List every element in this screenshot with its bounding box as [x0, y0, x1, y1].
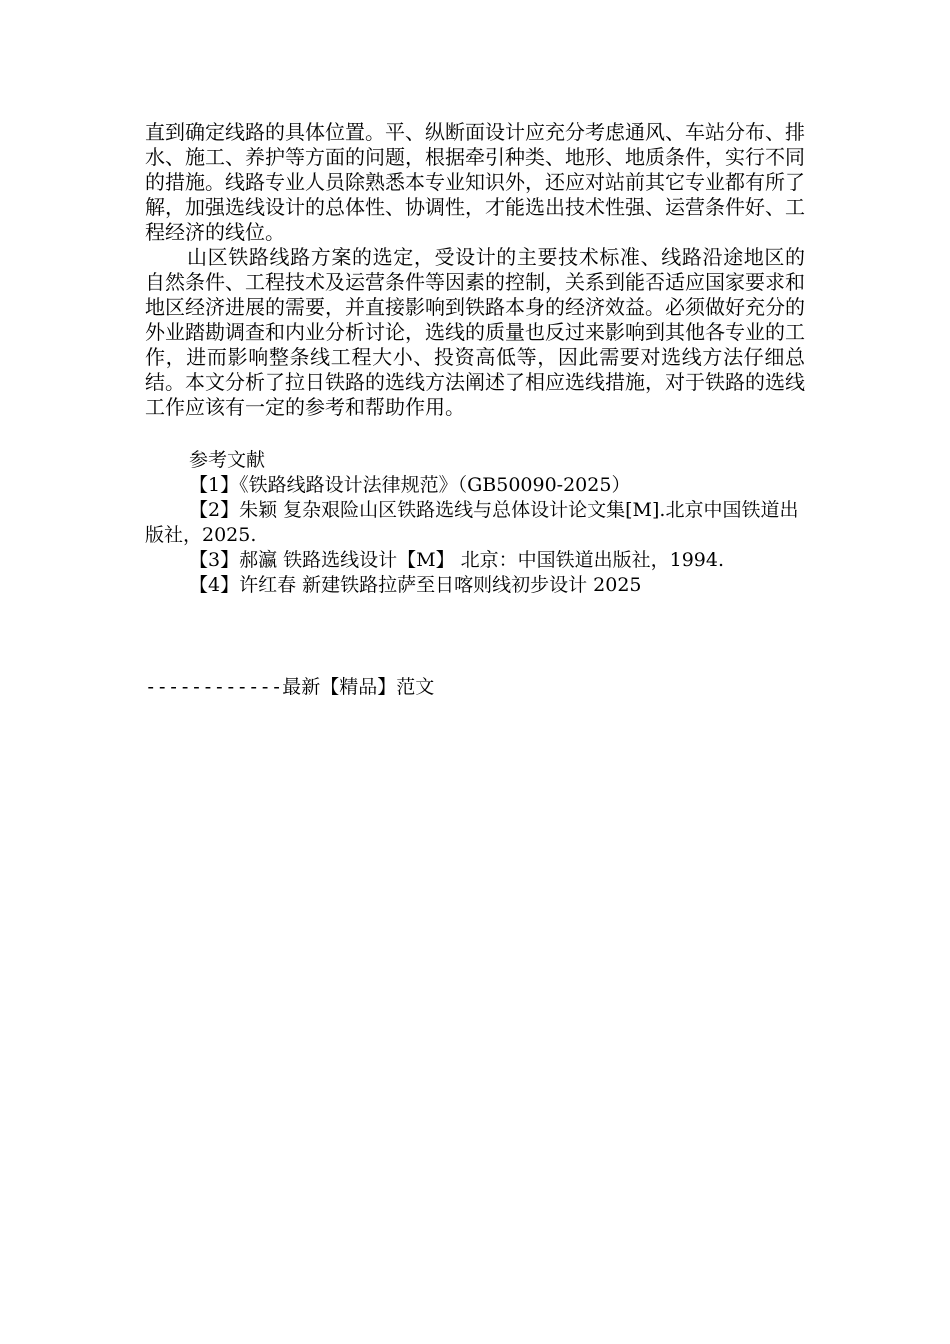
document-page [145, 120, 805, 598]
footer-text: ------------最新【精品】范文 [145, 676, 435, 698]
references-title: 参考文献 [189, 449, 266, 471]
references-section [145, 448, 805, 598]
reference-item-1: 【1】《铁路线路设计法律规范》（GB50090-2025） [189, 474, 631, 496]
reference-item-2: 【2】朱颖 复杂艰险山区铁路选线与总体设计论文集[M].北京中国铁道出版社，2025. [145, 499, 799, 546]
reference-item-4: 【4】许红春 新建铁路拉萨至日喀则线初步设计 2025 [189, 574, 642, 596]
body-paragraph-2: 山区铁路线路方案的选定，受设计的主要技术标准、线路沿途地区的自然条件、工程技术及运营条件等因素的控制，关系到能否适应国家要求和地区经济进展的需要，并直接影响到铁路本身的经济效益。必须做好充分的外业踏勘调查和内业分析讨论，选线的质量也反过来影响到其他各专业的工作，进而影响整条线工程大小、投资高低等，因此需要对选线方法仔细总结。本文分析了拉日铁路的选线方法阐述了相应选线措施，对于铁路的选线工作应该有一定的参考和帮助作用。 [145, 245, 805, 419]
body-paragraph-1: 直到确定线路的具体位置。平、纵断面设计应充分考虑通风、车站分布、排水、施工、养护等方面的问题，根据牵引种类、地形、地质条件，实行不同的措施。线路专业人员除熟悉本专业知识外，还应对站前其它专业都有所了解，加强选线设计的总体性、协调性，才能选出技术性强、运营条件好、工程经济的线位。 [145, 120, 805, 244]
reference-item-3: 【3】郝瀛 铁路选线设计【M】 北京：中国铁道出版社，1994. [189, 549, 725, 571]
